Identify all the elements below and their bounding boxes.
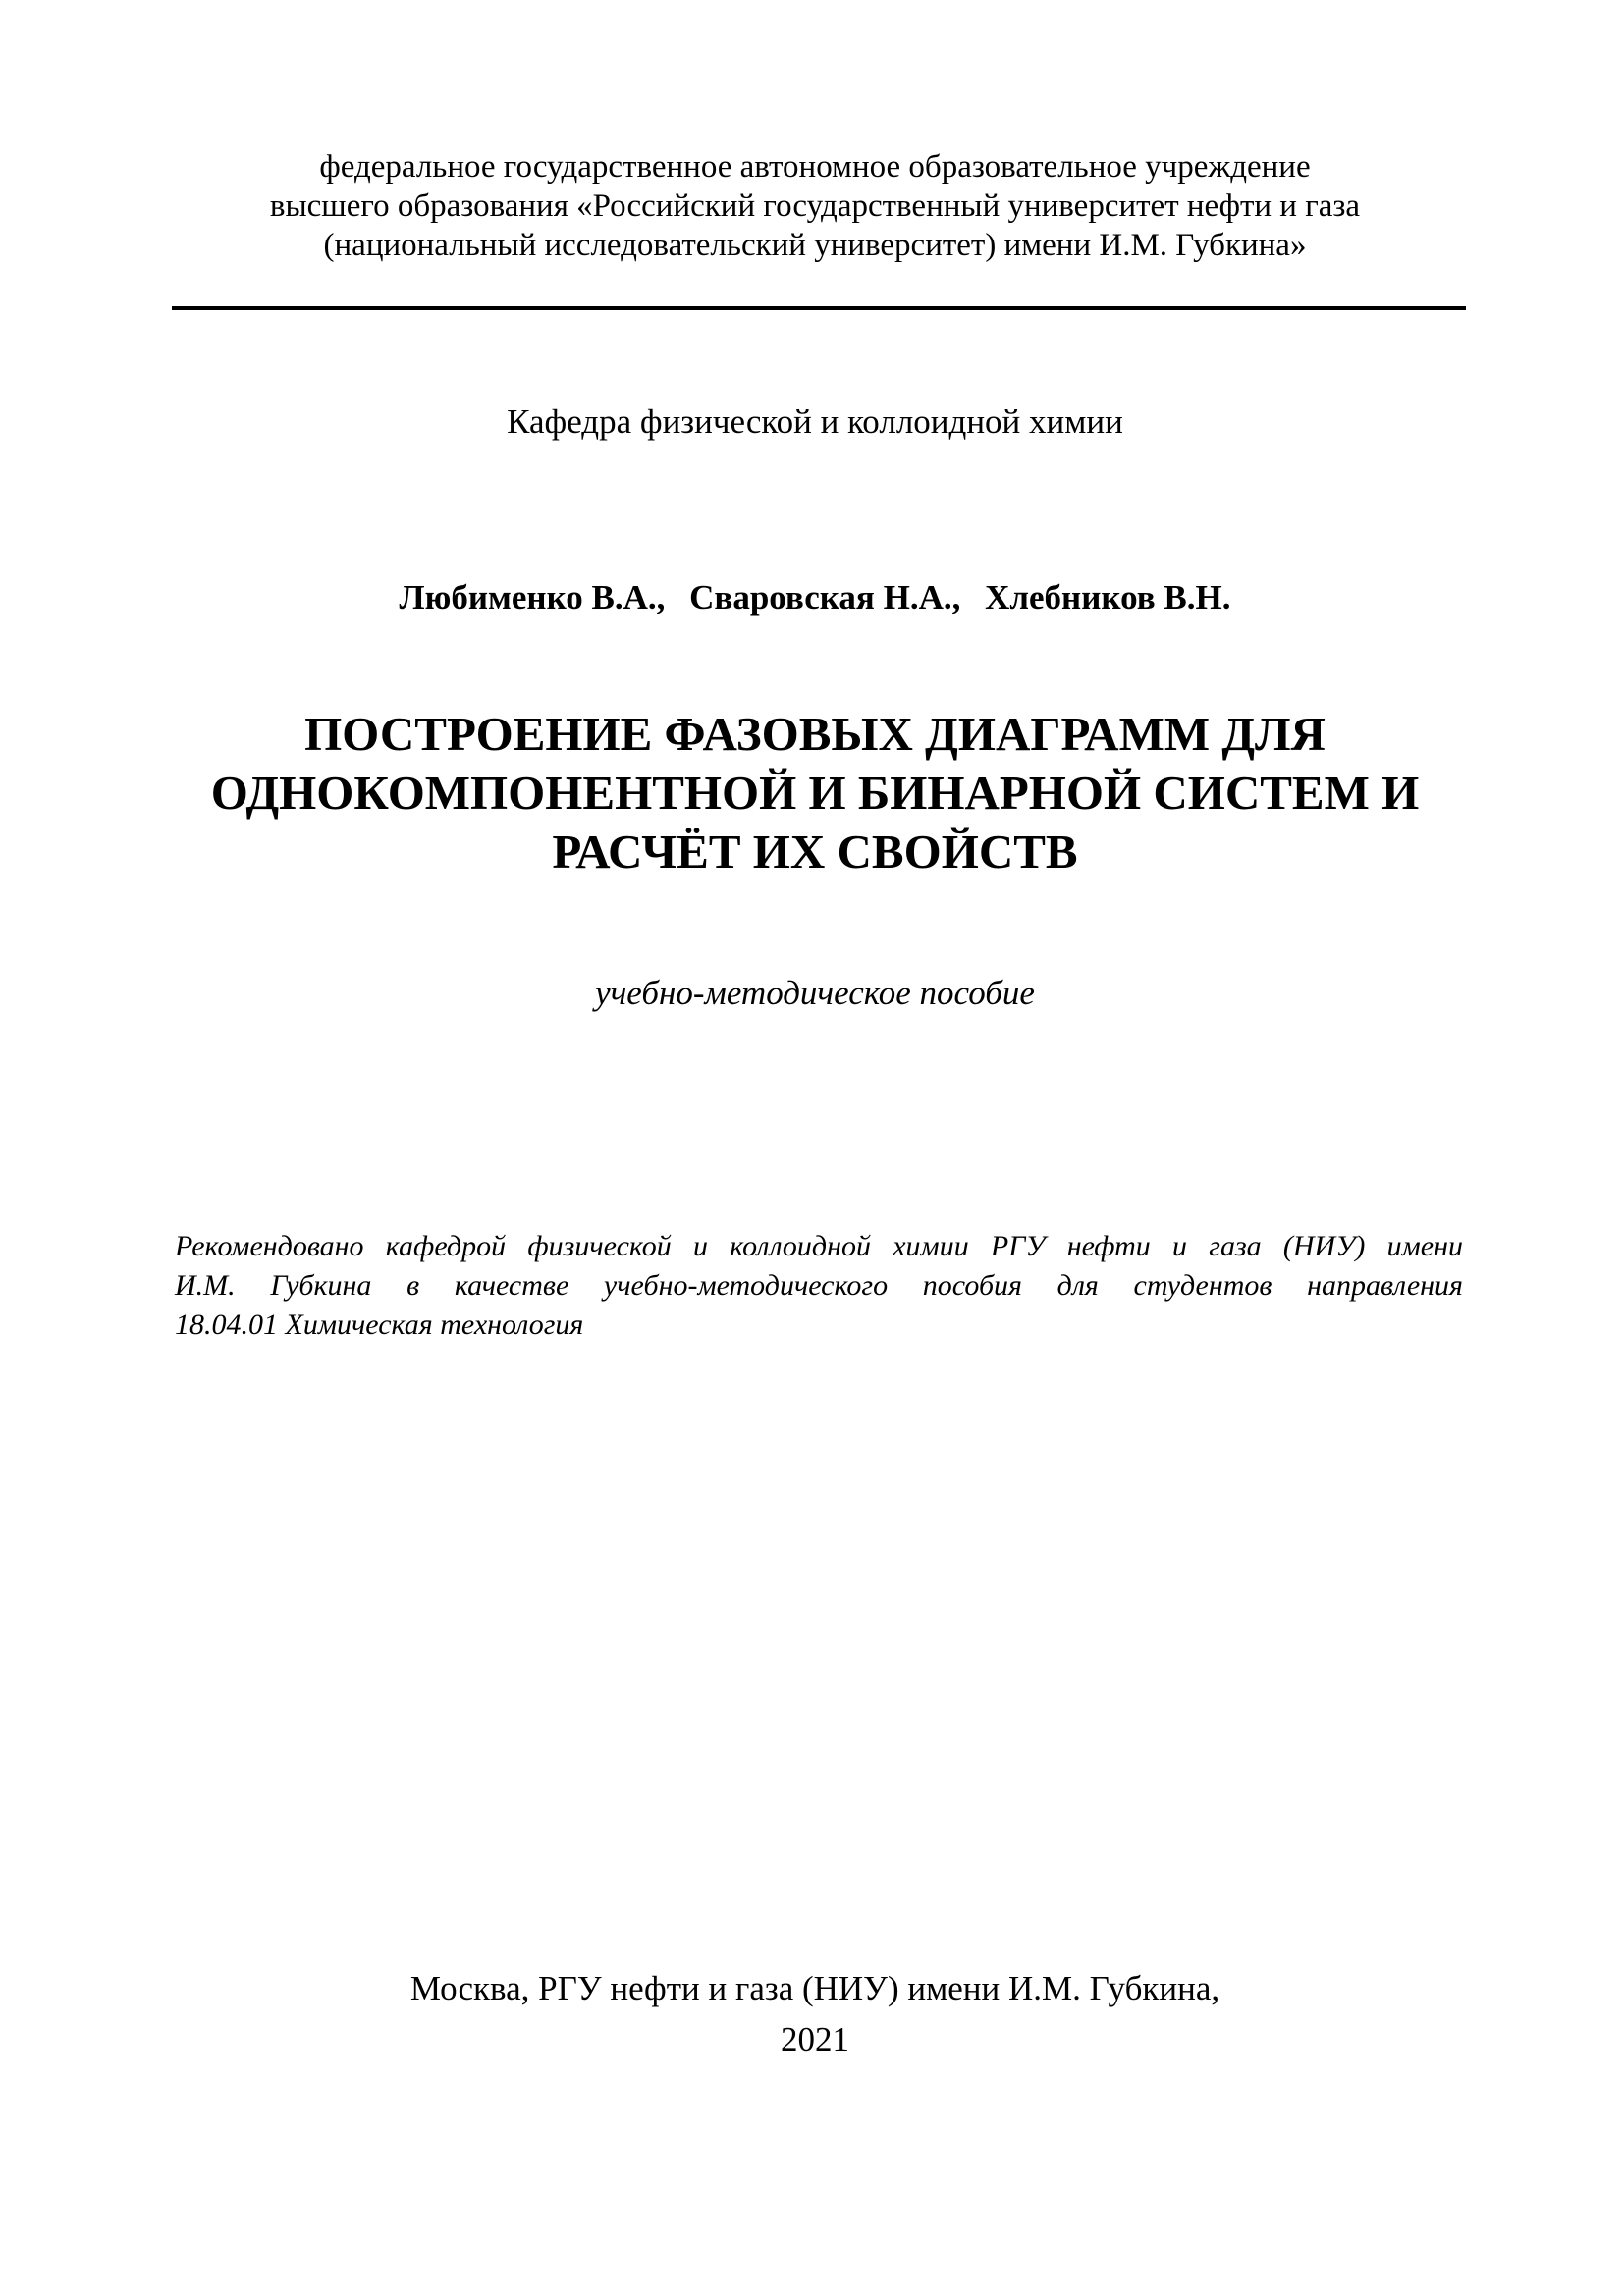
- recommendation-note: [175, 1227, 1463, 1345]
- title-line-1: ПОСТРОЕНИЕ ФАЗОВЫХ ДИАГРАММ ДЛЯ: [304, 707, 1326, 761]
- imprint-year: 2021: [781, 2020, 849, 2058]
- authors-line: [167, 576, 1463, 619]
- institution-line-3: (национальный исследовательский университет) имени И.М. Губкина»: [323, 228, 1307, 263]
- document-type: учебно-методическое пособие: [595, 974, 1035, 1012]
- institution-line-2: высшего образования «Российский государственный университет нефти и газа: [269, 188, 1361, 224]
- recommendation-line-1: Рекомендовано кафедрой физической и коллоидной химии РГУ нефти и газа (НИУ) имени: [175, 1230, 1463, 1262]
- institution-header: [167, 147, 1463, 265]
- recommendation-line-3: 18.04.01 Химическая технология: [175, 1308, 584, 1341]
- department-name: Кафедра физической и коллоидной химии: [507, 402, 1123, 441]
- recommendation-line-2: И.М. Губкина в качестве учебно-методического пособия для студентов направления: [175, 1269, 1463, 1302]
- imprint: [167, 1963, 1463, 2065]
- imprint-place: Москва, РГУ нефти и газа (НИУ) имени И.М. Губкина,: [409, 1969, 1220, 2007]
- document-title: [147, 705, 1483, 881]
- author-3: Хлебников В.Н.: [985, 578, 1231, 616]
- title-line-2: ОДНОКОМПОНЕНТНОЙ И БИНАРНОЙ СИСТЕМ И: [210, 766, 1420, 820]
- author-1: Любименко В.А.,: [399, 578, 666, 616]
- institution-line-1: федеральное государственное автономное образовательное учреждение: [319, 149, 1311, 185]
- author-2: Сваровская Н.А.,: [689, 578, 961, 616]
- header-divider: [172, 306, 1466, 310]
- title-line-3: РАСЧЁТ ИХ СВОЙСТВ: [552, 825, 1078, 879]
